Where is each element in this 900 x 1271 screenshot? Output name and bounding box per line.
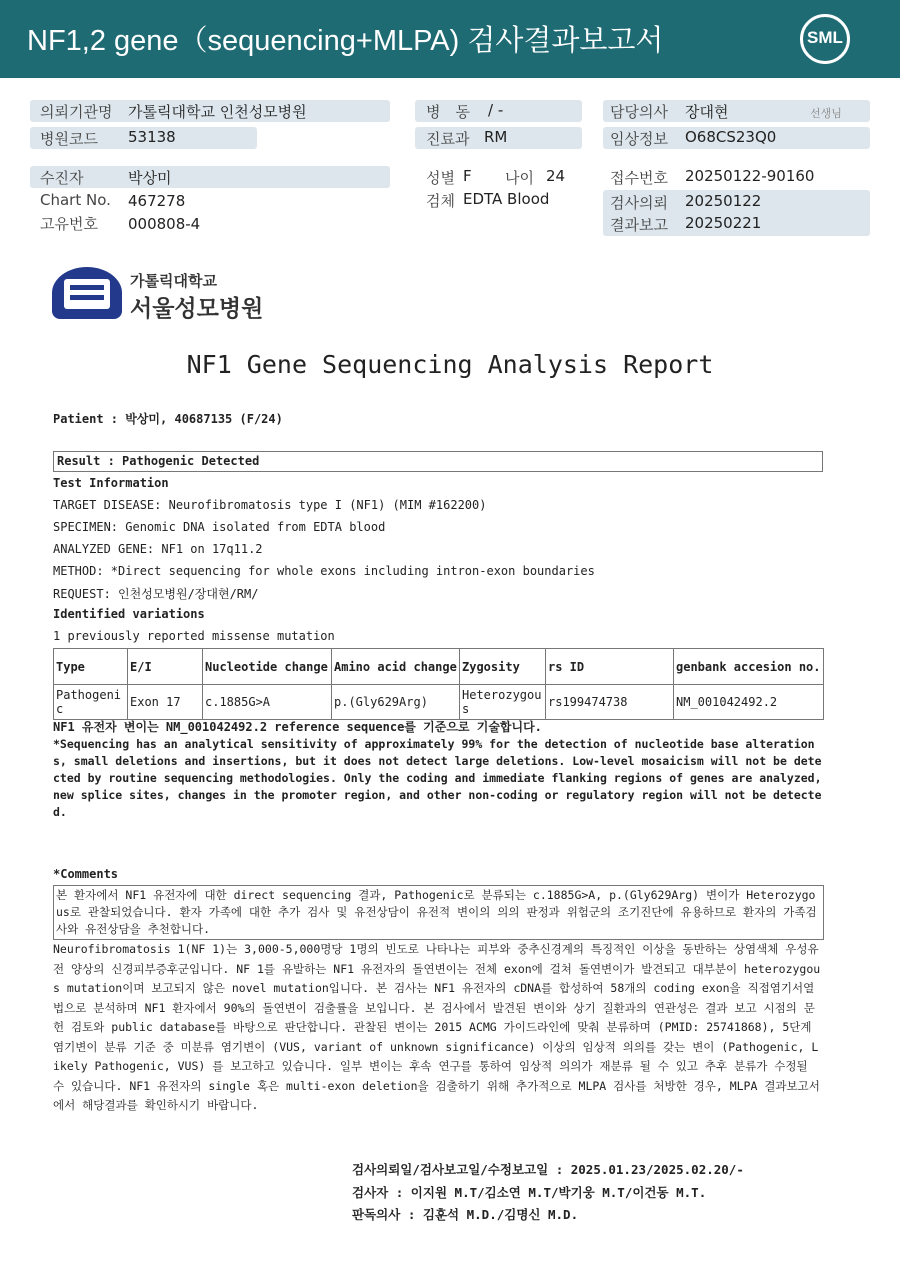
age-label: 나이 [505, 169, 534, 187]
sex-value: F [463, 167, 472, 185]
table-cell: rs199474738 [546, 685, 674, 720]
comment-body: Neurofibromatosis 1(NF 1)는 3,000-5,000명당 1명의 빈도로 나타나는 피부와 중추신경계의 특징적인 이상을 동반하는 상염색체 우성유전 양상의 신경피부증후군입니다. NF 1를 유발하는 NF1 유전자의 돌연변이는 전체 exon에 걸쳐 돌연변이가 발견되고 대부분이 heterozygous mutation이며 보고되지 않은 novel mutation입니다. 본 검사는 NF1 유전자의 cDNA를 합성하여 58개의 coding exon을 직접염기서열법으로 분석하며 NF1 환자에서 90%의 돌연변이 검출률을 보입니다. 본 검사에서 발견된 변이와 상기 질환과의 연관성은 결과 보고 시점의 문헌 검토와 public database를 바탕으로 판단합니다. 관찰된 변이는 2015 ACMG 가이드라인에 맞춰 분류하며 (PMID: 25741868), 5단계 염기변이 분류 기준 중 미분류 염기변이 (VUS, variant of unknown significance) 이상의 임상적 의의를 갖는 변이 (Pathogenic, Likely Pathogenic, VUS) 를 보고하고 있습니다. 일부 변이는 후속 연구를 통하여 임상적 의의가 재분류 될 수 있고 추후 분류가 수정될 수 있습니다. NF1 유전자의 single 혹은 multi-exon deletion을 검출하기 위해 추가적으로 MLPA 검사를 처방한 경우, MLPA 결과보고서에서 해당결과를 확인하시기 바랍니다. [53, 942, 821, 1112]
hospital-name-line2: 서울성모병원 [130, 296, 264, 322]
report-date-label: 결과보고 [610, 216, 668, 234]
unique-label: 고유번호 [40, 215, 98, 233]
specimen-line: SPECIMEN: Genomic DNA isolated from EDTA blood [53, 520, 386, 534]
request-line: REQUEST: 인천성모병원/장대현/RM/ [53, 587, 259, 601]
receipt-label: 접수번호 [610, 169, 668, 187]
report-date-value: 20250221 [685, 214, 762, 232]
ward-label: 병 동 [426, 103, 470, 121]
dates-line: 검사의뢰일/검사보고일/수정보고일 : 2025.01.23/2025.02.20/- [352, 1162, 744, 1177]
institution-value: 가톨릭대학교 인천성모병원 [128, 103, 307, 121]
page-title: NF1,2 gene（sequencing+MLPA) 검사결과보고서 [27, 25, 664, 57]
hospital-code-value: 53138 [128, 128, 176, 146]
table-header: Nucleotide change [203, 649, 332, 685]
identified-heading: Identified variations [53, 607, 205, 621]
reader-line: 판독의사 : 김훈석 M.D./김명신 M.D. [352, 1207, 579, 1222]
receipt-value: 20250122-90160 [685, 167, 815, 185]
analyzed-gene: ANALYZED GENE: NF1 on 17q11.2 [53, 542, 263, 556]
patient-label: 수진자 [40, 169, 84, 187]
sml-logo [800, 14, 850, 64]
chart-value: 467278 [128, 192, 186, 210]
comment-box [53, 885, 824, 940]
comments-heading: *Comments [53, 867, 119, 881]
patient-value: 박상미 [128, 169, 172, 187]
specimen-label: 검체 [426, 192, 455, 210]
reference-note: NF1 유전자 변이는 NM_001042492.2 reference sequence를 기준으로 기술합니다. [53, 720, 542, 734]
institution-label: 의뢰기관명 [40, 103, 113, 121]
sml-logo-text: SML [807, 28, 843, 47]
target-disease: TARGET DISEASE: Neurofibromatosis type I (NF1) (MIM #162200) [53, 498, 487, 512]
test-info-heading: Test Information [53, 476, 169, 490]
table-header: Type [54, 649, 128, 685]
report-title: NF1 Gene Sequencing Analysis Report [186, 350, 714, 379]
doctor-suffix: 선생님 [810, 107, 842, 120]
testers-line: 검사자 : 이지원 M.T/김소연 M.T/박기웅 M.T/이건동 M.T. [352, 1185, 707, 1200]
table-header: rs ID [546, 649, 674, 685]
table-header: E/I [128, 649, 203, 685]
table-header-row [54, 649, 824, 685]
table-row [54, 685, 824, 720]
table-header: Amino acid change [332, 649, 460, 685]
table-cell: NM_001042492.2 [674, 685, 824, 720]
chart-label: Chart No. [40, 191, 111, 209]
method-line: METHOD: *Direct sequencing for whole exons including intron-exon boundaries [53, 564, 595, 578]
catholic-hospital-emblem [52, 267, 122, 319]
patient-pill [30, 166, 390, 188]
variations-table [53, 648, 824, 720]
hospital-name-line1: 가톨릭대학교 [130, 272, 217, 290]
sex-label: 성별 [426, 169, 455, 187]
header-bar [0, 0, 900, 78]
clinical-label: 임상정보 [610, 130, 668, 148]
hospital-code-label: 병원코드 [40, 130, 98, 148]
identified-summary: 1 previously reported missense mutation [53, 629, 335, 643]
department-value: RM [484, 128, 508, 146]
table-cell: Heterozygous [460, 685, 546, 720]
specimen-value: EDTA Blood [463, 190, 550, 208]
department-label: 진료과 [426, 130, 470, 148]
table-header: Zygosity [460, 649, 546, 685]
clinical-value: O68CS23Q0 [685, 128, 777, 146]
doctor-label: 담당의사 [610, 103, 668, 121]
request-date-value: 20250122 [685, 192, 762, 210]
request-date-label: 검사의뢰 [610, 194, 668, 212]
table-cell: Exon 17 [128, 685, 203, 720]
doctor-value: 장대현 [685, 103, 729, 121]
result-box [53, 451, 823, 472]
ward-value: / - [488, 101, 504, 119]
patient-line: Patient : 박상미, 40687135 (F/24) [53, 412, 283, 426]
age-value: 24 [546, 167, 566, 185]
table-cell: p.(Gly629Arg) [332, 685, 460, 720]
result-text: Result : Pathogenic Detected [57, 454, 260, 468]
table-cell: Pathogenic [54, 685, 128, 720]
unique-value: 000808-4 [128, 215, 201, 233]
sensitivity-note: *Sequencing has an analytical sensitivity of approximately 99% for the detection of nucleotide base alterations, small deletions and insertions, but it does not detect large deletions. Low-level mosaicism will not be detected by routine sequencing methodologies. Only the coding and immediate flanking regions of genes are analyzed, new splice sites, changes in the promoter region, and other non-coding or regulatory region will not be detected. [53, 737, 822, 819]
comment-box-text: 본 환자에서 NF1 유전자에 대한 direct sequencing 결과, Pathogenic로 분류되는 c.1885G>A, p.(Gly629Arg) 변이가 Heterozygous로 관찰되었습니다. 환자 가족에 대한 추가 검사 및 유전상담이 유전적 변이의 의의 판정과 위험군의 조기진단에 유용하므로 환자의 가족검사와 유전상담을 추천합니다. [56, 888, 817, 936]
table-header: genbank accesion no. [674, 649, 824, 685]
table-cell: c.1885G>A [203, 685, 332, 720]
